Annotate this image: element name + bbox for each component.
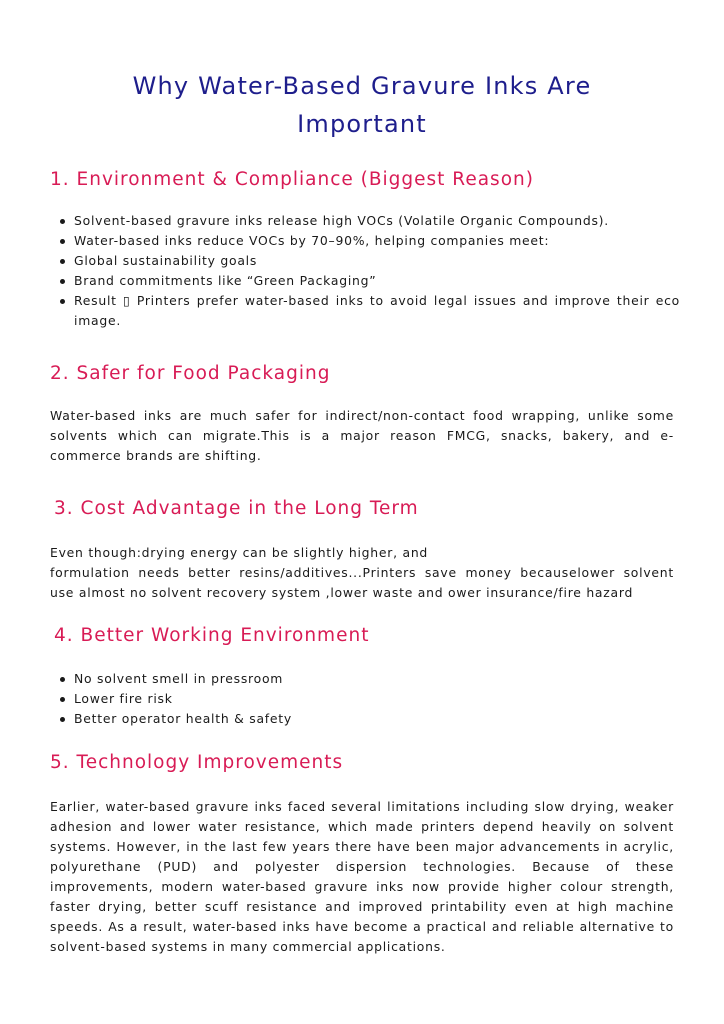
bullet-item: Solvent-based gravure inks release high VOCs (Volatile Organic Compounds). xyxy=(58,211,680,231)
section-4-bullet-list xyxy=(58,669,680,729)
section-1-heading: 1. Environment & Compliance (Biggest Reason) xyxy=(50,169,534,190)
bullet-item: Brand commitments like “Green Packaging” xyxy=(58,271,680,291)
section-4-heading: 4. Better Working Environment xyxy=(54,625,370,646)
section-5-paragraph: Earlier, water-based gravure inks faced several limitations including slow drying, weaker adhesion and lower water resistance, which made printers depend heavily on solvent systems. However, in the last few years there have been major advancements in acrylic, polyurethane (PUD) and polyester dispersion technologies. Because of these improvements, modern water-based gravure inks now provide higher colour strength, faster drying, better scuff resistance and improved printability even at high machine speeds. As a result, water-based inks have become a practical and reliable alternative to solvent-based systems in many commercial applications. xyxy=(50,799,674,954)
bullet-item: No solvent smell in pressroom xyxy=(58,669,680,689)
bullet-item: Result ▯ Printers prefer water-based inks to avoid legal issues and improve their eco image. xyxy=(58,291,680,331)
section-2-paragraph: Water-based inks are much safer for indirect/non-contact food wrapping, unlike some solvents which can migrate.This is a major reason FMCG, snacks, bakery, and e-commerce brands are shifting. xyxy=(50,408,674,463)
section-3-paragraph-line-1: Even though:drying energy can be slightly higher, and xyxy=(50,545,429,560)
section-3-paragraph xyxy=(50,543,674,603)
section-3-paragraph-rest: formulation needs better resins/additives...Printers save money becauselower solvent use almost no solvent recovery system ,lower waste and ower insurance/fire hazard xyxy=(50,565,674,600)
bullet-item: Better operator health & safety xyxy=(58,709,680,729)
section-3-heading: 3. Cost Advantage in the Long Term xyxy=(54,498,419,519)
bullet-item: Global sustainability goals xyxy=(58,251,680,271)
section-2-heading: 2. Safer for Food Packaging xyxy=(50,363,331,384)
page-title-line-2: Important xyxy=(297,110,427,138)
section-1-bullet-list xyxy=(58,211,680,331)
section-5-heading: 5. Technology Improvements xyxy=(50,752,344,773)
bullet-item: Water-based inks reduce VOCs by 70–90%, helping companies meet: xyxy=(58,231,680,251)
bullet-item: Lower fire risk xyxy=(58,689,680,709)
page-title-line-1: Why Water-Based Gravure Inks Are xyxy=(132,72,592,100)
page-title xyxy=(40,67,684,143)
